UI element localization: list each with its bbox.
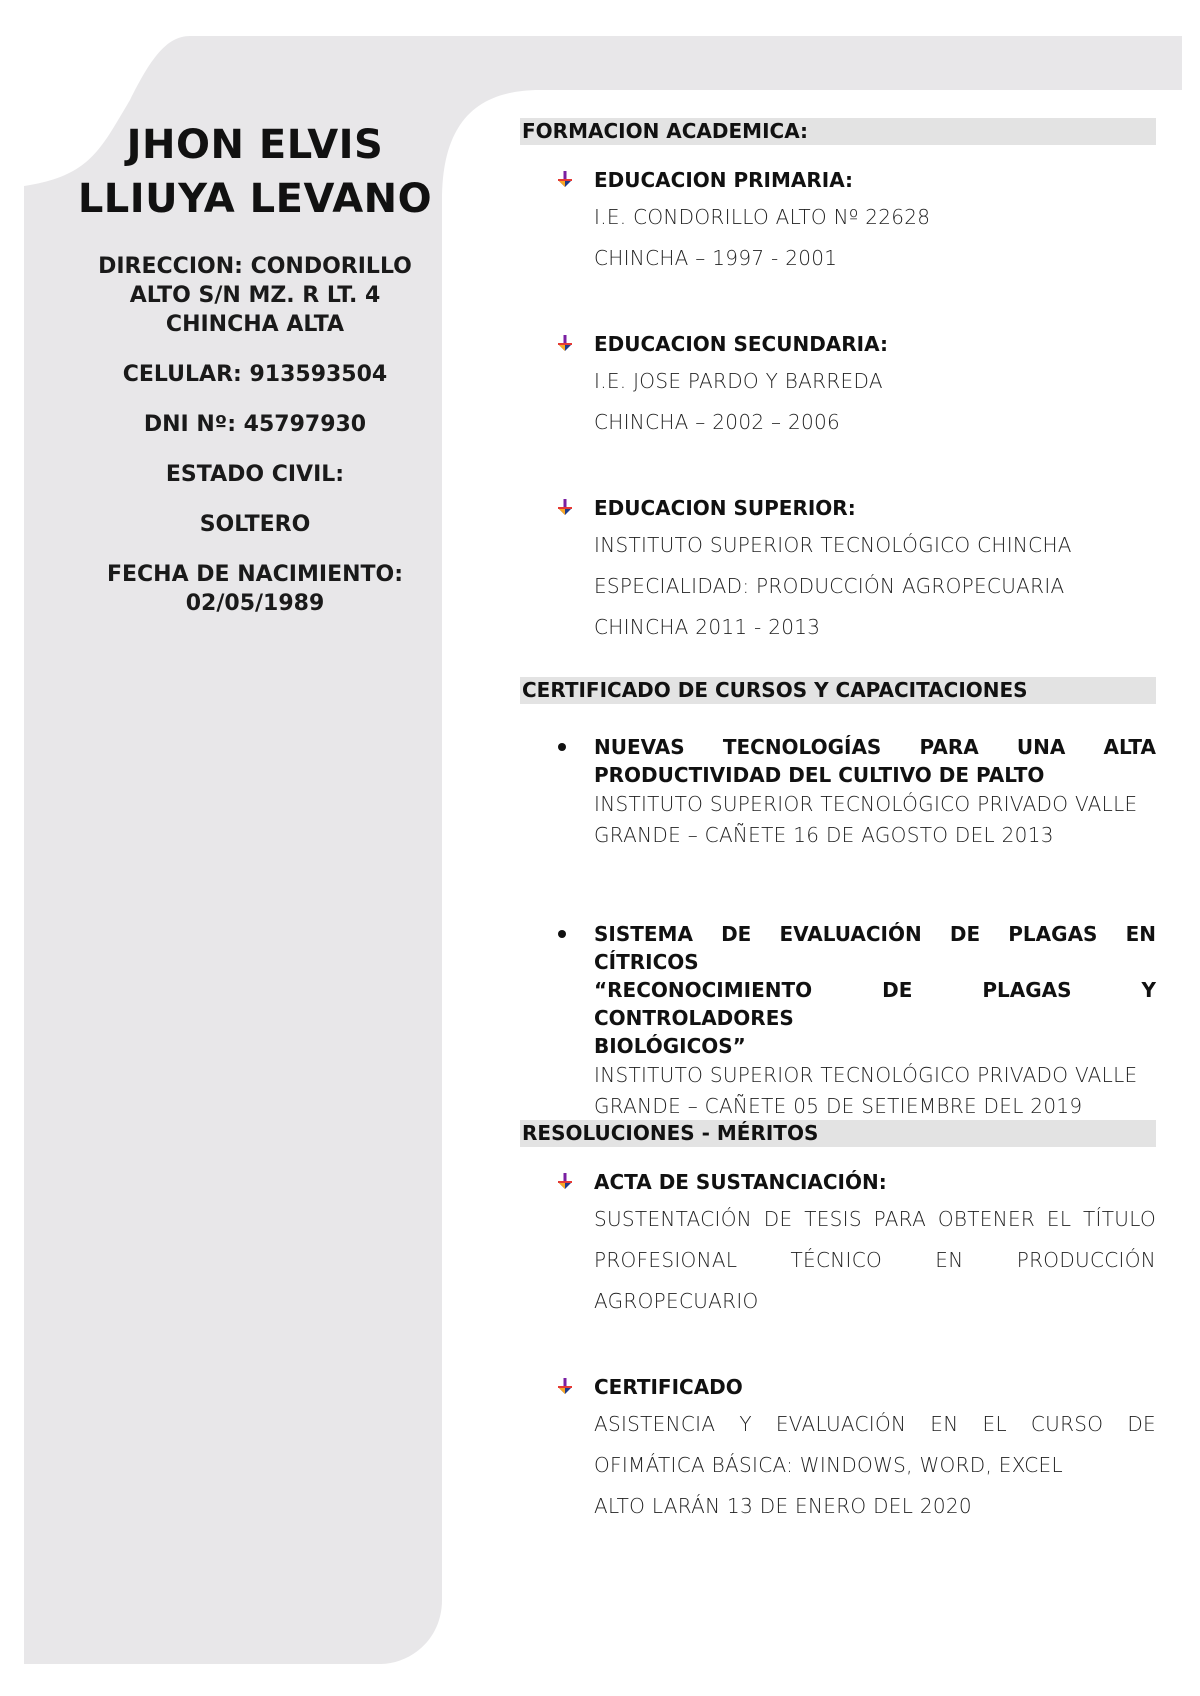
education-item-title: EDUCACION SECUNDARIA:: [594, 332, 888, 356]
merit-item-line: SUSTENTACIÓN DE TESIS PARA OBTENER EL TÍTULO: [594, 1207, 1156, 1231]
civil-status-label: ESTADO CIVIL:: [165, 462, 345, 487]
course-detail-line: INSTITUTO SUPERIOR TECNOLÓGICO PRIVADO VALLE: [594, 1063, 1138, 1087]
education-item-line: I.E. CONDORILLO ALTO Nº 22628: [594, 205, 931, 229]
arrow-down-icon: [556, 1172, 574, 1190]
name-line-2: LLIUYA LEVANO: [77, 176, 433, 222]
arrow-down-icon: [556, 1377, 574, 1395]
address-block: [70, 252, 440, 339]
education-item-secondary: [556, 330, 1156, 443]
course-detail-line: GRANDE – CAÑETE 16 DE AGOSTO DEL 2013: [594, 823, 1054, 847]
candidate-name: [70, 118, 440, 226]
section-header-education: FORMACION ACADEMICA:: [520, 118, 1156, 145]
education-item-higher: [556, 494, 1156, 648]
address-line-3: CHINCHA ALTA: [165, 312, 345, 337]
section-header-courses: CERTIFICADO DE CURSOS Y CAPACITACIONES: [520, 677, 1156, 704]
merit-item-title: CERTIFICADO: [594, 1375, 743, 1399]
dni-number: DNI Nº: 45797930: [143, 412, 367, 437]
address-line-1: DIRECCION: CONDORILLO: [98, 254, 412, 279]
section-header-merits: RESOLUCIONES - MÉRITOS: [520, 1120, 1156, 1147]
course-detail-line: INSTITUTO SUPERIOR TECNOLÓGICO PRIVADO VALLE: [594, 792, 1138, 816]
merit-item-line: AGROPECUARIO: [594, 1289, 759, 1313]
education-item-line: INSTITUTO SUPERIOR TECNOLÓGICO CHINCHA: [594, 533, 1072, 557]
merit-item-line: ASISTENCIA Y EVALUACIÓN EN EL CURSO DE: [594, 1412, 1156, 1436]
education-item-line: ESPECIALIDAD: PRODUCCIÓN AGROPECUARIA: [594, 574, 1065, 598]
course-title-line: SISTEMA DE EVALUACIÓN DE PLAGAS EN CÍTRICOS: [594, 922, 1156, 974]
merit-item: [556, 1373, 1156, 1527]
arrow-down-icon: [556, 498, 574, 516]
course-title-line: “RECONOCIMIENTO DE PLAGAS Y CONTROLADORES: [594, 978, 1156, 1030]
birth-date-label: FECHA DE NACIMIENTO:: [106, 562, 404, 587]
bullet-dot-icon: [558, 930, 566, 938]
birth-date-value: 02/05/1989: [185, 591, 325, 616]
merit-item-title: ACTA DE SUSTANCIACIÓN:: [594, 1170, 887, 1194]
education-item-primary: [556, 166, 1156, 279]
merit-item-line: OFIMÁTICA BÁSICA: WINDOWS, WORD, EXCEL: [594, 1453, 1063, 1477]
profile-sidebar: [70, 118, 440, 618]
civil-status-value: SOLTERO: [199, 512, 311, 537]
education-item-line: I.E. JOSE PARDO Y BARREDA: [594, 369, 883, 393]
education-item-line: CHINCHA – 1997 - 2001: [594, 246, 838, 270]
arrow-down-icon: [556, 170, 574, 188]
merit-item-line: PROFESIONAL TÉCNICO EN PRODUCCIÓN: [594, 1248, 1156, 1272]
course-title-line: PRODUCTIVIDAD DEL CULTIVO DE PALTO: [594, 763, 1045, 787]
arrow-down-icon: [556, 334, 574, 352]
course-title-line: NUEVAS TECNOLOGÍAS PARA UNA ALTA: [594, 735, 1156, 759]
education-item-line: CHINCHA 2011 - 2013: [594, 615, 821, 639]
course-item: [556, 920, 1156, 1122]
education-item-line: CHINCHA – 2002 – 2006: [594, 410, 841, 434]
course-detail-line: GRANDE – CAÑETE 05 DE SETIEMBRE DEL 2019: [594, 1094, 1083, 1118]
course-title-line: BIOLÓGICOS”: [594, 1034, 746, 1058]
name-line-1: JHON ELVIS: [126, 122, 384, 168]
education-item-title: EDUCACION SUPERIOR:: [594, 496, 856, 520]
course-item: [556, 733, 1156, 851]
bullet-dot-icon: [558, 743, 566, 751]
phone-number: CELULAR: 913593504: [122, 362, 388, 387]
merit-item: [556, 1168, 1156, 1322]
education-item-title: EDUCACION PRIMARIA:: [594, 168, 854, 192]
address-line-2: ALTO S/N MZ. R LT. 4: [129, 283, 381, 308]
merit-item-line: ALTO LARÁN 13 DE ENERO DEL 2020: [594, 1494, 972, 1518]
